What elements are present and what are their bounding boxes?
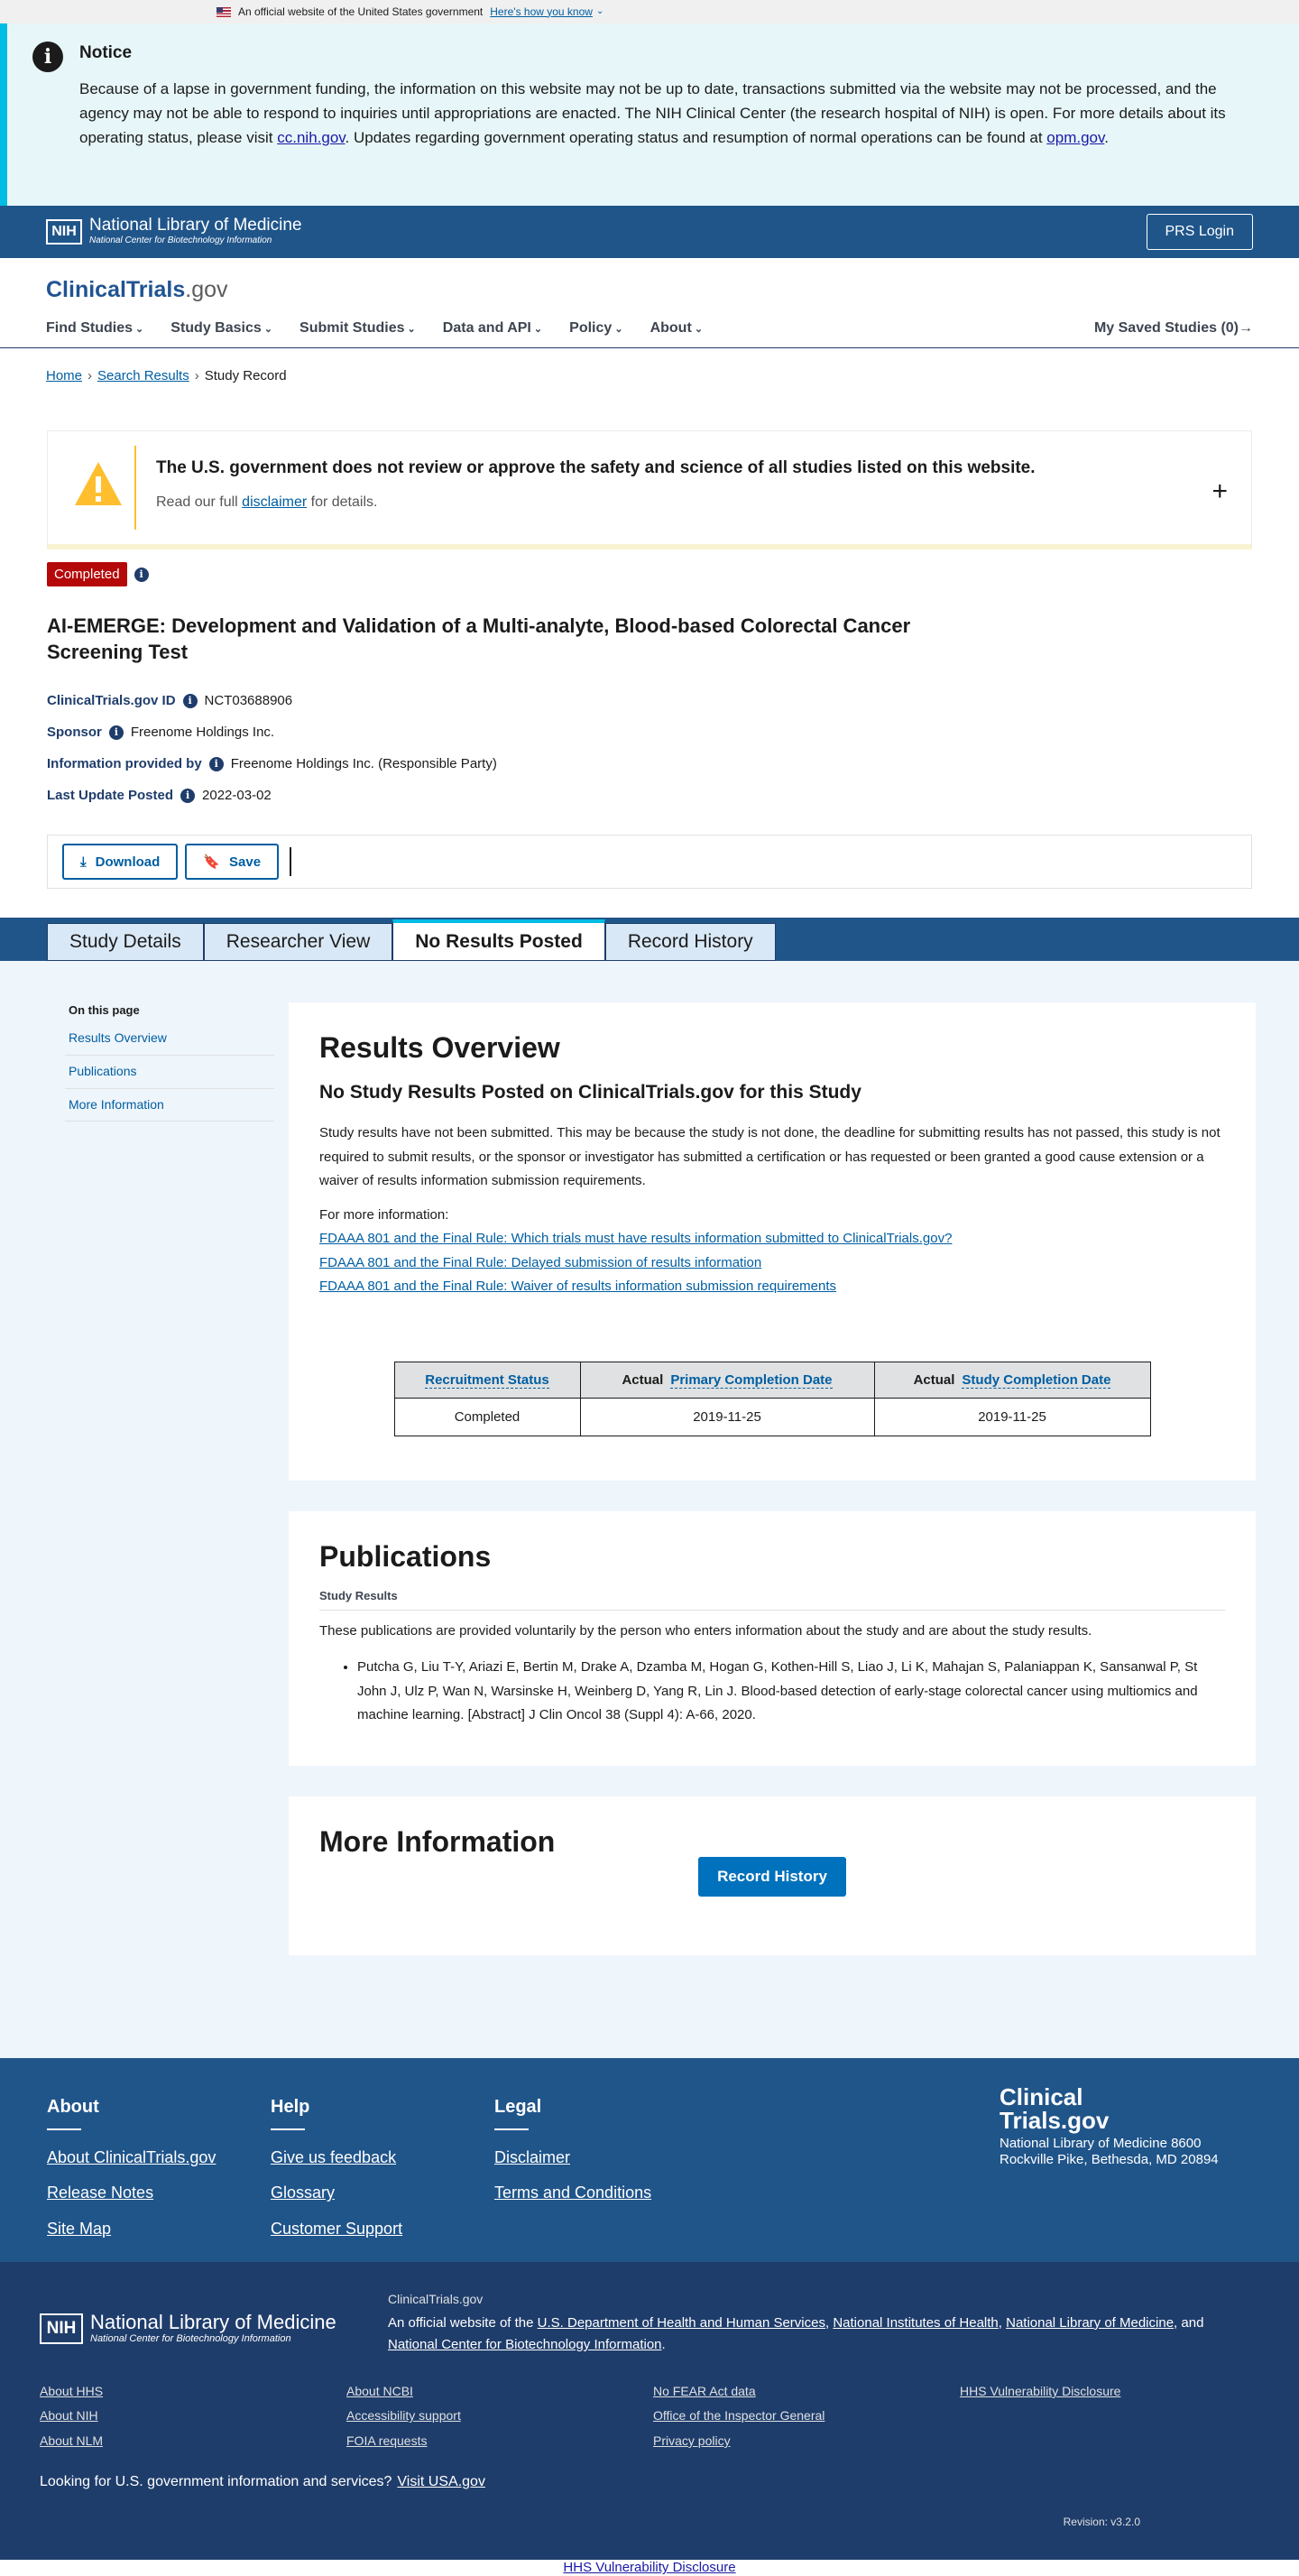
breadcrumb-search-results[interactable]: Search Results xyxy=(97,368,189,383)
action-bar xyxy=(47,835,1252,889)
chevron-right-icon: › xyxy=(194,368,199,383)
tab-bar xyxy=(0,918,1299,961)
chevron-right-icon: › xyxy=(88,368,93,383)
id-label: ClinicalTrials.gov ID xyxy=(47,693,176,709)
link-accessibility[interactable]: Accessibility support xyxy=(346,2408,461,2424)
link-about-nlm[interactable]: About NLM xyxy=(40,2433,104,2448)
study-meta xyxy=(47,685,1252,811)
status-row xyxy=(47,562,1252,586)
footer-rule xyxy=(271,2128,305,2130)
info-icon[interactable]: i xyxy=(209,757,224,771)
tab-record-history[interactable]: Record History xyxy=(605,923,776,961)
sponsor-value: Freenome Holdings Inc. xyxy=(130,725,275,741)
footer-official-text: ClinicalTrials.gov An official website of the U.S. Department of Health and Human Services, National Institutes of Health, National Library of Medicine, and National Center for Biotechnology Information. xyxy=(388,2291,1227,2356)
nih-logo-box: NIH xyxy=(46,219,82,245)
cc-nih-link[interactable]: cc.nih.gov xyxy=(277,128,345,146)
info-icon: i xyxy=(32,42,63,72)
us-flag-icon xyxy=(216,7,231,17)
warning-icon xyxy=(73,458,124,509)
info-icon[interactable]: i xyxy=(134,568,149,582)
info-icon[interactable]: i xyxy=(183,694,198,708)
primary-completion-header: Actual Primary Completion Date xyxy=(580,1362,874,1399)
primary-completion-link[interactable]: Primary Completion Date xyxy=(670,1372,833,1389)
footer-about-heading: About xyxy=(47,2097,99,2118)
study-completion-link[interactable]: Study Completion Date xyxy=(962,1372,1111,1389)
nih-link[interactable]: National Institutes of Health xyxy=(833,2314,999,2331)
results-overview-card xyxy=(289,1002,1256,1481)
breadcrumb xyxy=(0,348,1299,385)
nav-find-studies[interactable]: Find Studies ⌄ xyxy=(46,319,143,338)
link-inspector-general[interactable]: Office of the Inspector General xyxy=(653,2408,825,2424)
bottom-bar xyxy=(0,2560,1299,2576)
footer-ctg-label: ClinicalTrials.gov xyxy=(388,2292,484,2307)
fdaaa-link-delayed[interactable]: FDAAA 801 and the Final Rule: Delayed submission of results information xyxy=(319,1254,762,1270)
nlm-title: National Library of Medicine xyxy=(89,216,302,235)
ncbi-subtitle: National Center for Biotechnology Information xyxy=(89,235,272,245)
footer-link-release-notes[interactable]: Release Notes xyxy=(47,2184,154,2202)
footer-link-disclaimer[interactable]: Disclaimer xyxy=(494,2148,571,2167)
nih-logo-box: NIH xyxy=(40,2313,83,2344)
status-badge: Completed xyxy=(47,562,127,586)
record-history-button[interactable]: Record History xyxy=(698,1857,846,1897)
expand-plus-icon[interactable]: + xyxy=(1211,476,1228,506)
breadcrumb-current: Study Record xyxy=(204,368,287,383)
no-results-subheading: No Study Results Posted on ClinicalTrials.gov for this Study xyxy=(319,1081,861,1103)
footer-legal-heading: Legal xyxy=(494,2097,542,2118)
on-this-page-nav xyxy=(65,1002,274,1986)
footer-link-site-map[interactable]: Site Map xyxy=(47,2219,112,2238)
download-button[interactable]: ⤓ Download xyxy=(62,844,178,880)
ncbi-link[interactable]: National Center for Biotechnology Information xyxy=(388,2336,662,2352)
on-this-page-heading: On this page xyxy=(69,1003,140,1018)
link-no-fear-act[interactable]: No FEAR Act data xyxy=(653,2383,756,2398)
usa-gov-link[interactable]: Visit USA.gov xyxy=(397,2473,485,2489)
results-body: Study results have not been submitted. This may be because the study is not done, the deadline for submitting results has not passed, this study is not required to submit results, or the sponsor or investigator has submitted a certification or has requested or been granted a good cause extension or a waiver of results information submission requirements. xyxy=(319,1125,1221,1188)
recruitment-status-header xyxy=(394,1362,580,1399)
nav-data-api[interactable]: Data and API ⌄ xyxy=(443,319,542,338)
chevron-down-icon: ⌄ xyxy=(595,6,604,16)
sidebar-item-more-information[interactable]: More Information xyxy=(65,1089,274,1122)
more-information-card xyxy=(289,1796,1256,1955)
revision-label: Revision: v3.2.0 xyxy=(1063,2516,1140,2529)
provided-by-label: Information provided by xyxy=(47,756,202,772)
publications-card xyxy=(289,1511,1256,1766)
footer-link-terms[interactable]: Terms and Conditions xyxy=(494,2184,652,2202)
fdaaa-link-waiver[interactable]: FDAAA 801 and the Final Rule: Waiver of results information submission requirements xyxy=(319,1278,837,1294)
status-table xyxy=(394,1362,1151,1436)
study-title: AI-EMERGE: Development and Validation of a Multi-analyte, Blood-based Colorectal Cancer Screening Test xyxy=(47,614,911,663)
more-info-label: For more information: xyxy=(319,1207,449,1223)
footer-help-heading: Help xyxy=(271,2097,310,2118)
download-icon: ⤓ xyxy=(80,854,87,870)
footer-brand xyxy=(1000,2085,1234,2168)
link-foia[interactable]: FOIA requests xyxy=(346,2433,428,2448)
site-logo[interactable]: ClinicalTrials.gov xyxy=(46,277,228,302)
footer-link-glossary[interactable]: Glossary xyxy=(271,2184,336,2202)
table-row xyxy=(394,1399,1150,1436)
disclaimer-divider xyxy=(134,446,136,530)
link-about-hhs[interactable]: About HHS xyxy=(40,2383,104,2398)
disclaimer-title: The U.S. government does not review or approve the safety and science of all studies listed on this website. xyxy=(156,458,1036,477)
content-column xyxy=(289,1002,1256,1986)
id-value: NCT03688906 xyxy=(204,693,293,709)
publication-item: • Putcha G, Liu T-Y, Ariazi E, Bertin M, Drake A, Dzamba M, Hogan G, Kothen-Hill S, Liao J, Li K, Mahajan S, Palaniappan K, Sansanwal P, St John J, Ulz P, Wan N, Warsinske H, Weinberg D, Yang R, Lin J. Blood-based detection of early-stage colorectal cancer using multiomics and machine learning. [Abstract] J Clin Oncol 38 (Suppl 4): A-66, 2020. xyxy=(357,1656,1225,1727)
link-about-ncbi[interactable]: About NCBI xyxy=(346,2383,413,2398)
last-update-label: Last Update Posted xyxy=(47,788,174,804)
provided-by-value: Freenome Holdings Inc. (Responsible Party) xyxy=(230,756,497,772)
fdaaa-link-which-trials[interactable]: FDAAA 801 and the Final Rule: Which trials must have results information submitted to ClinicalTrials.gov? xyxy=(319,1231,953,1247)
disclaimer-link[interactable]: disclaimer xyxy=(242,494,308,510)
results-overview-heading: Results Overview xyxy=(319,1031,560,1065)
footer-rule xyxy=(494,2128,529,2130)
notice-banner xyxy=(0,23,1299,206)
footer-nlm-logo[interactable] xyxy=(40,2302,388,2356)
hhs-link[interactable]: U.S. Department of Health and Human Services xyxy=(537,2314,825,2331)
footer-legal-col xyxy=(494,2094,729,2262)
footer-nlm-title: National Library of Medicine xyxy=(90,2310,336,2333)
disclaimer-text: Read our full disclaimer for details. xyxy=(156,494,378,510)
link-hhs-vulnerability[interactable]: HHS Vulnerability Disclosure xyxy=(960,2383,1121,2398)
nlm-logo[interactable] xyxy=(46,217,302,247)
nih-header xyxy=(0,206,1299,258)
notice-title: Notice xyxy=(79,43,133,62)
nlm-link[interactable]: National Library of Medicine xyxy=(1006,2314,1175,2331)
footer-logo-line2: Trials.gov xyxy=(1000,2107,1110,2135)
footer-logo-line1: Clinical xyxy=(1000,2083,1083,2111)
more-information-heading: More Information xyxy=(319,1825,556,1859)
notice-body: Because of a lapse in government funding, the information on this website may not be up to date, transactions submitted via the website may not be processed, and the agency may not be able to respond to inquiries until appropriations are enacted. The NIH Clinical Center (the research hospital of NIH) is open. For more details about its operating status, please visit cc.nih.gov. Updates regarding government operating status and resumption of normal operations can be found at opm.gov. xyxy=(79,79,1226,146)
nav-about[interactable]: About ⌄ xyxy=(650,319,703,338)
footer-rule xyxy=(47,2128,81,2130)
text-cursor xyxy=(290,847,291,876)
link-about-nih[interactable]: About NIH xyxy=(40,2408,98,2424)
recruitment-status-link[interactable]: Recruitment Status xyxy=(425,1372,549,1389)
study-results-subheading: Study Results xyxy=(319,1588,1225,1611)
nav-policy[interactable]: Policy ⌄ xyxy=(569,319,622,338)
last-update-value: 2022-03-02 xyxy=(202,788,272,804)
footer-ncbi-subtitle: National Center for Biotechnology Information xyxy=(90,2332,291,2344)
study-completion-header: Actual Study Completion Date xyxy=(874,1362,1150,1399)
footer-address: National Library of Medicine 8600 Rockville Pike, Bethesda, MD 20894 xyxy=(1000,2136,1219,2168)
fdaaa-links xyxy=(319,1227,1225,1298)
tab-no-results-posted[interactable]: No Results Posted xyxy=(392,919,605,961)
prs-login-button[interactable]: PRS Login xyxy=(1147,214,1254,250)
footer-link-feedback[interactable]: Give us feedback xyxy=(271,2148,397,2167)
tab-study-details[interactable]: Study Details xyxy=(47,923,204,961)
nav-submit-studies[interactable]: Submit Studies ⌄ xyxy=(299,319,416,338)
sidebar-item-results-overview[interactable]: Results Overview xyxy=(65,1022,274,1056)
main-content xyxy=(0,961,1299,2058)
heres-how-you-know-link[interactable]: Here's how you know xyxy=(490,5,593,18)
opm-link[interactable]: opm.gov xyxy=(1046,128,1105,146)
publications-intro: These publications are provided voluntarily by the person who enters information about the study and are about the study results. xyxy=(319,1623,1092,1639)
usa-gov-line: Looking for U.S. government information and services? Visit USA.gov xyxy=(40,2473,485,2489)
footer-about-col xyxy=(47,2094,271,2262)
footer-agency-links xyxy=(40,2383,1259,2451)
breadcrumb-home[interactable]: Home xyxy=(46,368,83,383)
gov-banner-text: An official website of the United States government xyxy=(238,5,484,18)
gov-banner xyxy=(0,0,1299,23)
info-icon[interactable]: i xyxy=(109,725,124,740)
publications-heading: Publications xyxy=(319,1540,492,1574)
sponsor-label: Sponsor xyxy=(47,725,102,741)
nav-study-basics[interactable]: Study Basics ⌄ xyxy=(170,319,272,338)
disclaimer-box xyxy=(47,430,1252,549)
footer-secondary xyxy=(0,2262,1299,2560)
footer-primary xyxy=(0,2058,1299,2262)
recruitment-status-value: Completed xyxy=(394,1399,580,1436)
bottom-hhs-vulnerability-link[interactable]: HHS Vulnerability Disclosure xyxy=(563,2560,736,2576)
site-header xyxy=(0,258,1299,348)
sidebar-item-publications[interactable]: Publications xyxy=(65,1056,274,1089)
tab-researcher-view[interactable]: Researcher View xyxy=(204,923,393,961)
footer-link-customer-support[interactable]: Customer Support xyxy=(271,2219,403,2238)
footer-link-about-ctg[interactable]: About ClinicalTrials.gov xyxy=(47,2148,216,2167)
footer-help-col xyxy=(271,2094,494,2262)
link-privacy[interactable]: Privacy policy xyxy=(653,2433,731,2448)
study-completion-value: 2019-11-25 xyxy=(874,1399,1150,1436)
save-button[interactable]: 🔖 Save xyxy=(185,844,279,880)
info-icon[interactable]: i xyxy=(180,789,195,803)
bookmark-icon: 🔖 xyxy=(203,854,220,871)
primary-completion-value: 2019-11-25 xyxy=(580,1399,874,1436)
main-nav xyxy=(46,319,1253,338)
saved-studies-link[interactable]: My Saved Studies (0)→ xyxy=(1093,320,1253,336)
